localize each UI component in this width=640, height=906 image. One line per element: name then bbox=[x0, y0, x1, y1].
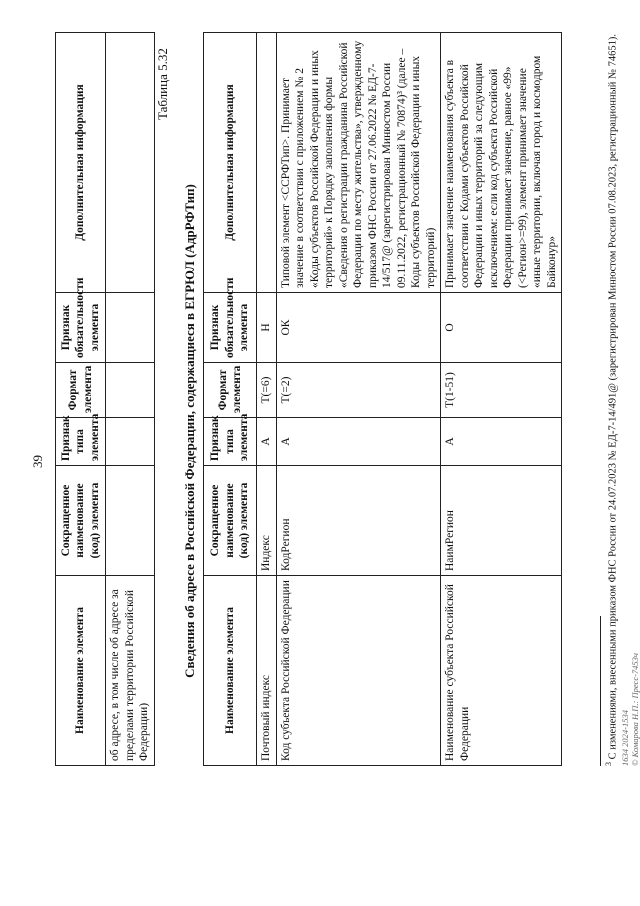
header-cell: Дополнительная информация bbox=[56, 33, 106, 293]
header-cell: Признак обязательности элемента bbox=[56, 293, 106, 363]
header-cell: Наименование элемента bbox=[56, 576, 106, 766]
cell-format bbox=[106, 363, 155, 418]
header-cell: Признак типа элемента bbox=[56, 418, 106, 466]
cell-code: КодРегион bbox=[276, 466, 441, 576]
cell-type: А bbox=[441, 418, 562, 466]
table-header-row bbox=[56, 33, 106, 766]
cell-element-name: Код субъекта Российской Федерации bbox=[276, 576, 441, 766]
table-row bbox=[106, 33, 155, 766]
table-row bbox=[441, 33, 562, 766]
cell-element-name: об адресе, в том числе об адресе за пределами территории Российской Федерации) bbox=[106, 576, 155, 766]
header-cell: Наименование элемента bbox=[204, 576, 257, 766]
document-stamp: 1634 2024-1534 bbox=[620, 710, 630, 766]
cell-element-name: Наименование субъекта Российской Федерации bbox=[441, 576, 562, 766]
header-cell: Признак типа элемента bbox=[204, 418, 257, 466]
document-stamp: © Комарова Н.П.: Пресс-7453ч bbox=[630, 653, 640, 766]
cell-code bbox=[106, 466, 155, 576]
table-address bbox=[203, 32, 562, 766]
table-continuation bbox=[55, 32, 155, 766]
cell-code: Индекс bbox=[257, 466, 277, 576]
page-number: 39 bbox=[30, 455, 45, 468]
header-cell: Дополнительная информация bbox=[204, 33, 257, 293]
table-row bbox=[257, 33, 277, 766]
cell-type bbox=[106, 418, 155, 466]
cell-format: T(=6) bbox=[257, 363, 277, 418]
cell-type: А bbox=[276, 418, 441, 466]
footnote-text: С изменениями, внесенными приказом ФНС России от 24.07.2023 № ЕД-7-14/491@ (зарегистрирован Минюстом России 07.08.2023, регистрационный № 74651). bbox=[607, 34, 619, 760]
cell-type: А bbox=[257, 418, 277, 466]
header-cell: Признак обязательности элемента bbox=[204, 293, 257, 363]
cell-element-name: Почтовый индекс bbox=[257, 576, 277, 766]
cell-format: T(=2) bbox=[276, 363, 441, 418]
table-row bbox=[276, 33, 441, 766]
cell-info bbox=[106, 33, 155, 293]
cell-required: Н bbox=[257, 293, 277, 363]
table-title: Сведения об адресе в Российской Федерации, содержащиеся в ЕГРЮЛ (АдрРФТип) bbox=[182, 184, 197, 678]
table-label: Таблица 5.32 bbox=[155, 48, 170, 120]
cell-code: НаимРегион bbox=[441, 466, 562, 576]
cell-required bbox=[106, 293, 155, 363]
cell-format: T(1-51) bbox=[441, 363, 562, 418]
cell-required: ОК bbox=[276, 293, 441, 363]
footnote-mark: 3 bbox=[604, 762, 613, 766]
header-cell: Сокращенное наименование (код) элемента bbox=[204, 466, 257, 576]
header-cell: Формат элемента bbox=[204, 363, 257, 418]
cell-info bbox=[257, 33, 277, 293]
header-cell: Формат элемента bbox=[56, 363, 106, 418]
footnote-separator bbox=[600, 616, 601, 766]
table-header-row bbox=[204, 33, 257, 766]
footnote bbox=[604, 34, 619, 766]
cell-info: Принимает значение наименования субъекта в соответствии с Кодами субъектов Российской Федерации и иных территорий за следующим исключением: если код субъекта Российской Федерации принимает значение, равное «99» (<Регион>=99), элемент принимает значение «иные территории, включая город и космодром Байконур» bbox=[441, 33, 562, 293]
header-cell: Сокращенное наименование (код) элемента bbox=[56, 466, 106, 576]
cell-required: О bbox=[441, 293, 562, 363]
cell-info: Типовой элемент <ССРФТип>. Принимает значение в соответствии с приложением № 2 «Коды субъектов Российской Федерации и иных территорий» к Порядку заполнения формы «Сведения о регистрации гражданина Российской Федерации по месту жительства», утвержденному приказом ФНС России от 27.06.2022 № ЕД-7-14/517@ (зарегистрирован Минюстом России 09.11.2022, регистрационный № 70874)³ (далее – Коды субъектов Российской Федерации и иных территорий) bbox=[276, 33, 441, 293]
